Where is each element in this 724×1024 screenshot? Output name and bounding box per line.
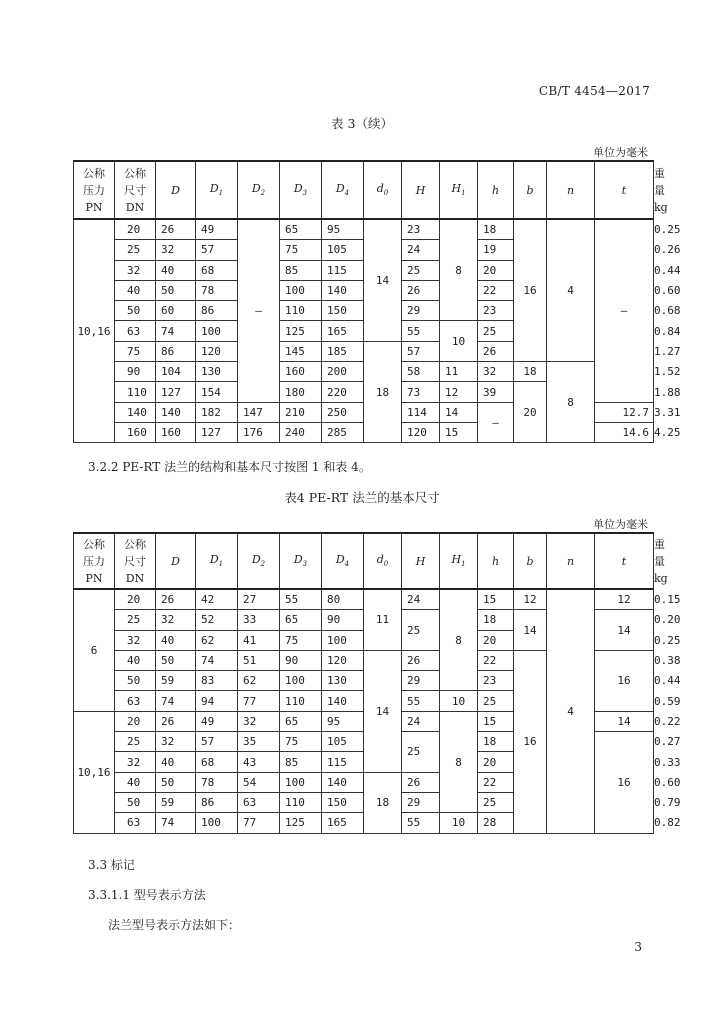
header-D1: $D_1$ bbox=[196, 533, 238, 589]
table-row: 40 50 78 100 140 26 22 0.60 bbox=[74, 280, 654, 300]
table4-caption: 表4 PE-RT 法兰的基本尺寸 bbox=[284, 490, 440, 505]
table4-unit: 单位为毫米 bbox=[593, 518, 648, 531]
cell-h: 26 bbox=[478, 341, 514, 361]
cell-D2: 33 bbox=[238, 610, 280, 630]
cell-D: 26 bbox=[156, 219, 196, 240]
table-row: 10,16 20 26 49 32 65 95 24 8 15 14 0.22 bbox=[74, 711, 654, 731]
header-t: t bbox=[595, 161, 654, 219]
cell-dn: 25 bbox=[115, 610, 156, 630]
table-row: 140 140 182 147 210 250 114 14 — 12.7 3.31 bbox=[74, 402, 654, 422]
cell-dn: 63 bbox=[115, 691, 156, 711]
cell-H: 58 bbox=[402, 362, 440, 382]
cell-D: 40 bbox=[156, 752, 196, 772]
cell-D1: 62 bbox=[196, 630, 238, 650]
table-row: 32 40 68 43 85 115 20 0.33 bbox=[74, 752, 654, 772]
cell-D1: 49 bbox=[196, 219, 238, 240]
header-h: h bbox=[478, 533, 514, 589]
header-H: H bbox=[402, 533, 440, 589]
table-row: 50 59 83 62 100 130 29 23 0.44 bbox=[74, 671, 654, 691]
cell-dn: 110 bbox=[115, 382, 156, 402]
cell-D3: 75 bbox=[280, 630, 322, 650]
cell-dn: 63 bbox=[115, 813, 156, 833]
cell-H1: 10 bbox=[440, 321, 478, 362]
cell-D2: — bbox=[238, 219, 280, 402]
cell-dn: 25 bbox=[115, 240, 156, 260]
cell-D4: 285 bbox=[322, 422, 364, 442]
cell-D3: 160 bbox=[280, 362, 322, 382]
header-h: h bbox=[478, 161, 514, 219]
cell-D1: 120 bbox=[196, 341, 238, 361]
cell-H: 55 bbox=[402, 813, 440, 833]
cell-D2: 43 bbox=[238, 752, 280, 772]
header-D1: $D_1$ bbox=[196, 161, 238, 219]
cell-D3: 125 bbox=[280, 813, 322, 833]
cell-D1: 78 bbox=[196, 280, 238, 300]
cell-h: 22 bbox=[478, 650, 514, 670]
header-b: b bbox=[514, 161, 547, 219]
cell-D: 74 bbox=[156, 813, 196, 833]
cell-D1: 42 bbox=[196, 589, 238, 610]
cell-D2: 32 bbox=[238, 711, 280, 731]
page-number: 3 bbox=[634, 940, 642, 954]
cell-D2: 77 bbox=[238, 691, 280, 711]
cell-D3: 75 bbox=[280, 240, 322, 260]
cell-h: 22 bbox=[478, 280, 514, 300]
header-D: D bbox=[156, 161, 196, 219]
cell-H: 55 bbox=[402, 321, 440, 341]
cell-H: 120 bbox=[402, 422, 440, 442]
cell-D: 32 bbox=[156, 610, 196, 630]
header-pn: 公称 压力 PN bbox=[74, 161, 115, 219]
cell-t: 14.6 bbox=[595, 422, 654, 442]
cell-h: 25 bbox=[478, 321, 514, 341]
paragraph-3-3-1-1: 法兰型号表示方法如下： bbox=[108, 918, 241, 932]
section-3-3-heading: 3.3 标记 bbox=[88, 858, 135, 872]
cell-dn: 20 bbox=[115, 219, 156, 240]
cell-D1: 57 bbox=[196, 240, 238, 260]
cell-H1: 8 bbox=[440, 219, 478, 321]
cell-h: 20 bbox=[478, 260, 514, 280]
table3-caption: 表 3（续） bbox=[331, 116, 393, 131]
cell-H: 25 bbox=[402, 732, 440, 773]
cell-H1: 10 bbox=[440, 813, 478, 833]
cell-h: 28 bbox=[478, 813, 514, 833]
cell-h: 32 bbox=[478, 362, 514, 382]
cell-dn: 25 bbox=[115, 732, 156, 752]
header-dn: 公称 尺寸 DN bbox=[115, 533, 156, 589]
table-row: 75 86 120 145 185 18 57 26 1.27 bbox=[74, 341, 654, 361]
cell-D4: 200 bbox=[322, 362, 364, 382]
cell-D: 32 bbox=[156, 240, 196, 260]
cell-t: 16 bbox=[595, 650, 654, 711]
cell-D3: 55 bbox=[280, 589, 322, 610]
cell-D3: 100 bbox=[280, 671, 322, 691]
table-row: 63 74 100 77 125 165 55 10 28 0.82 bbox=[74, 813, 654, 833]
cell-b: 14 bbox=[514, 610, 547, 651]
cell-D2: 147 bbox=[238, 402, 280, 422]
cell-dn: 50 bbox=[115, 792, 156, 812]
cell-dn: 75 bbox=[115, 341, 156, 361]
cell-h: 15 bbox=[478, 589, 514, 610]
cell-D2: 27 bbox=[238, 589, 280, 610]
cell-dn: 40 bbox=[115, 650, 156, 670]
cell-dn: 32 bbox=[115, 630, 156, 650]
cell-H: 26 bbox=[402, 650, 440, 670]
pn-cell: 10,16 bbox=[74, 711, 115, 833]
cell-n: 8 bbox=[547, 362, 595, 443]
cell-H: 114 bbox=[402, 402, 440, 422]
cell-D4: 140 bbox=[322, 772, 364, 792]
cell-H1: 15 bbox=[440, 422, 478, 442]
cell-D4: 120 bbox=[322, 650, 364, 670]
cell-H1: 10 bbox=[440, 691, 478, 711]
cell-D4: 90 bbox=[322, 610, 364, 630]
table-row: 50 60 86 110 150 29 23 0.68 bbox=[74, 301, 654, 321]
header-pn: 公称 压力 PN bbox=[74, 533, 115, 589]
pn-cell: 6 bbox=[74, 589, 115, 711]
cell-h: 20 bbox=[478, 752, 514, 772]
cell-D: 74 bbox=[156, 321, 196, 341]
header-D3: $D_3$ bbox=[280, 161, 322, 219]
header-D4: $D_4$ bbox=[322, 161, 364, 219]
cell-h: 15 bbox=[478, 711, 514, 731]
cell-h: 23 bbox=[478, 301, 514, 321]
cell-D2: 54 bbox=[238, 772, 280, 792]
cell-D2: 41 bbox=[238, 630, 280, 650]
cell-b: 16 bbox=[514, 219, 547, 362]
cell-D3: 65 bbox=[280, 219, 322, 240]
cell-D: 74 bbox=[156, 691, 196, 711]
cell-h: 19 bbox=[478, 240, 514, 260]
cell-D3: 65 bbox=[280, 711, 322, 731]
cell-h: 39 bbox=[478, 382, 514, 402]
cell-H: 73 bbox=[402, 382, 440, 402]
cell-D1: 127 bbox=[196, 422, 238, 442]
cell-H: 57 bbox=[402, 341, 440, 361]
cell-H1: 11 bbox=[440, 362, 478, 382]
cell-H: 29 bbox=[402, 671, 440, 691]
cell-H1: 8 bbox=[440, 711, 478, 812]
header-d0: $d_0$ bbox=[364, 533, 402, 589]
cell-H: 26 bbox=[402, 772, 440, 792]
cell-b: 18 bbox=[514, 362, 547, 382]
cell-h: 25 bbox=[478, 691, 514, 711]
cell-h: 22 bbox=[478, 772, 514, 792]
cell-D1: 68 bbox=[196, 260, 238, 280]
cell-D: 32 bbox=[156, 732, 196, 752]
cell-D2: 35 bbox=[238, 732, 280, 752]
header-D4: $D_4$ bbox=[322, 533, 364, 589]
header-t: t bbox=[595, 533, 654, 589]
table3: 公称 压力 PN 公称 尺寸 DN D $D_1$ $D_2$ $D_3$ $D_4$ $d_0$ H $H_1$ h b n t 重量 kg 10,16 20 26 49 — 65 95 14 23 8 18 16 4 — 0.25 25 32 57 75 105 24 19 0.26 32 40 68 85 115 25 20 0.44 40 50 78 100 140 26 22 0.60 50 60 86 110 150 29 23 0.68 63 74 100 125 165 55 10 25 0.84 75 86 120 145 185 18 57 26 1.27 90 104 130 160 200 58 11 32 18 8 1.52 110 127 154 180 220 73 12 39 20 1.88 140 140 182 147 210 250 114 14 — 12.7 3.31 160 160 127 176 240 285 120 15 14.6 4.25 bbox=[73, 160, 654, 443]
cell-H: 29 bbox=[402, 792, 440, 812]
cell-D1: 100 bbox=[196, 813, 238, 833]
cell-D2: 176 bbox=[238, 422, 280, 442]
cell-D4: 150 bbox=[322, 301, 364, 321]
cell-H: 24 bbox=[402, 240, 440, 260]
cell-H: 26 bbox=[402, 280, 440, 300]
table-row: 25 32 57 75 105 24 19 0.26 bbox=[74, 240, 654, 260]
table-row: 110 127 154 180 220 73 12 39 20 1.88 bbox=[74, 382, 654, 402]
cell-H: 24 bbox=[402, 711, 440, 731]
table-row: 63 74 94 77 110 140 55 10 25 0.59 bbox=[74, 691, 654, 711]
pn-cell: 10,16 bbox=[74, 219, 115, 443]
cell-H1: 12 bbox=[440, 382, 478, 402]
cell-D: 26 bbox=[156, 711, 196, 731]
cell-D3: 100 bbox=[280, 772, 322, 792]
cell-D1: 130 bbox=[196, 362, 238, 382]
cell-D1: 154 bbox=[196, 382, 238, 402]
cell-dn: 40 bbox=[115, 772, 156, 792]
cell-D3: 145 bbox=[280, 341, 322, 361]
table4: 公称 压力 PN 公称 尺寸 DN D $D_1$ $D_2$ $D_3$ $D_4$ $d_0$ H $H_1$ h b n t 重量 kg 6 20 26 42 27 55 80 11 24 8 15 12 4 12 0.15 25 32 52 33 65 90 25 18 14 14 0.20 32 40 62 41 75 100 20 0.25 40 50 74 51 90 120 14 26 22 16 16 0.38 50 59 83 62 100 130 29 23 0.44 63 74 94 77 110 140 55 10 25 0.59 10,16 20 26 49 32 65 95 24 8 15 14 0.22 25 32 57 35 75 105 25 18 16 0.27 32 40 68 43 85 115 20 0.33 40 50 78 54 100 140 18 26 22 0.60 50 59 86 63 110 150 29 25 0.79 63 74 100 77 125 165 55 10 28 0.82 bbox=[73, 532, 654, 834]
header-D: D bbox=[156, 533, 196, 589]
cell-h: 25 bbox=[478, 792, 514, 812]
cell-h: — bbox=[478, 402, 514, 443]
cell-D3: 75 bbox=[280, 732, 322, 752]
cell-b: 12 bbox=[514, 589, 547, 610]
cell-D3: 110 bbox=[280, 301, 322, 321]
cell-D: 50 bbox=[156, 280, 196, 300]
cell-D4: 220 bbox=[322, 382, 364, 402]
cell-H: 29 bbox=[402, 301, 440, 321]
cell-D1: 182 bbox=[196, 402, 238, 422]
cell-d0: 14 bbox=[364, 219, 402, 341]
cell-D3: 100 bbox=[280, 280, 322, 300]
cell-dn: 20 bbox=[115, 589, 156, 610]
cell-D3: 85 bbox=[280, 752, 322, 772]
cell-h: 20 bbox=[478, 630, 514, 650]
cell-t: 16 bbox=[595, 732, 654, 833]
cell-D: 86 bbox=[156, 341, 196, 361]
cell-D3: 110 bbox=[280, 792, 322, 812]
standard-number: CB/T 4454—2017 bbox=[538, 84, 650, 98]
cell-D: 59 bbox=[156, 792, 196, 812]
paragraph-3-2-2: 3.2.2 PE-RT 法兰的结构和基本尺寸按图 1 和表 4。 bbox=[88, 460, 371, 474]
cell-D4: 150 bbox=[322, 792, 364, 812]
cell-D: 59 bbox=[156, 671, 196, 691]
cell-D: 40 bbox=[156, 630, 196, 650]
cell-h: 18 bbox=[478, 732, 514, 752]
cell-D1: 100 bbox=[196, 321, 238, 341]
cell-dn: 32 bbox=[115, 260, 156, 280]
cell-H: 25 bbox=[402, 260, 440, 280]
cell-D3: 85 bbox=[280, 260, 322, 280]
cell-D4: 250 bbox=[322, 402, 364, 422]
cell-D4: 115 bbox=[322, 752, 364, 772]
cell-d0: 11 bbox=[364, 589, 402, 650]
header-H: H bbox=[402, 161, 440, 219]
cell-d0: 18 bbox=[364, 772, 402, 833]
cell-dn: 140 bbox=[115, 402, 156, 422]
cell-h: 18 bbox=[478, 610, 514, 630]
cell-D3: 110 bbox=[280, 691, 322, 711]
cell-dn: 20 bbox=[115, 711, 156, 731]
cell-D3: 90 bbox=[280, 650, 322, 670]
header-d0: $d_0$ bbox=[364, 161, 402, 219]
cell-H: 55 bbox=[402, 691, 440, 711]
cell-h: 23 bbox=[478, 671, 514, 691]
cell-D: 127 bbox=[156, 382, 196, 402]
table-row: 40 50 78 54 100 140 18 26 22 0.60 bbox=[74, 772, 654, 792]
header-dn: 公称 尺寸 DN bbox=[115, 161, 156, 219]
cell-D4: 105 bbox=[322, 732, 364, 752]
cell-D4: 140 bbox=[322, 280, 364, 300]
cell-D: 160 bbox=[156, 422, 196, 442]
cell-D: 104 bbox=[156, 362, 196, 382]
cell-H1: 8 bbox=[440, 589, 478, 691]
cell-d0: 18 bbox=[364, 341, 402, 442]
header-b: b bbox=[514, 533, 547, 589]
table-row: 6 20 26 42 27 55 80 11 24 8 15 12 4 12 0.15 bbox=[74, 589, 654, 610]
section-3-3-1-1-heading: 3.3.1.1 型号表示方法 bbox=[88, 888, 206, 902]
cell-dn: 63 bbox=[115, 321, 156, 341]
cell-D2: 63 bbox=[238, 792, 280, 812]
header-n: n bbox=[547, 533, 595, 589]
cell-dn: 90 bbox=[115, 362, 156, 382]
cell-D3: 125 bbox=[280, 321, 322, 341]
cell-D1: 78 bbox=[196, 772, 238, 792]
cell-n: 4 bbox=[547, 219, 595, 362]
header-D2: $D_2$ bbox=[238, 533, 280, 589]
cell-dn: 50 bbox=[115, 301, 156, 321]
cell-D2: 51 bbox=[238, 650, 280, 670]
cell-dn: 40 bbox=[115, 280, 156, 300]
cell-D1: 49 bbox=[196, 711, 238, 731]
cell-D: 50 bbox=[156, 772, 196, 792]
cell-D3: 240 bbox=[280, 422, 322, 442]
cell-D1: 57 bbox=[196, 732, 238, 752]
cell-b: 16 bbox=[514, 650, 547, 833]
header-H1: $H_1$ bbox=[440, 533, 478, 589]
table-row: 25 32 57 35 75 105 25 18 16 0.27 bbox=[74, 732, 654, 752]
cell-D4: 100 bbox=[322, 630, 364, 650]
cell-b: 20 bbox=[514, 382, 547, 443]
cell-D4: 95 bbox=[322, 711, 364, 731]
cell-D1: 94 bbox=[196, 691, 238, 711]
cell-D3: 180 bbox=[280, 382, 322, 402]
cell-H: 25 bbox=[402, 610, 440, 651]
header-H1: $H_1$ bbox=[440, 161, 478, 219]
cell-D1: 74 bbox=[196, 650, 238, 670]
cell-h: 18 bbox=[478, 219, 514, 240]
table-row: 63 74 100 125 165 55 10 25 0.84 bbox=[74, 321, 654, 341]
table-row: 50 59 86 63 110 150 29 25 0.79 bbox=[74, 792, 654, 812]
cell-D3: 65 bbox=[280, 610, 322, 630]
cell-dn: 32 bbox=[115, 752, 156, 772]
cell-dn: 160 bbox=[115, 422, 156, 442]
cell-D1: 86 bbox=[196, 792, 238, 812]
table-row: 90 104 130 160 200 58 11 32 18 8 1.52 bbox=[74, 362, 654, 382]
cell-D: 60 bbox=[156, 301, 196, 321]
cell-D: 26 bbox=[156, 589, 196, 610]
cell-D: 50 bbox=[156, 650, 196, 670]
table-row: 25 32 52 33 65 90 25 18 14 14 0.20 bbox=[74, 610, 654, 630]
table-row: 32 40 68 85 115 25 20 0.44 bbox=[74, 260, 654, 280]
cell-D2: 62 bbox=[238, 671, 280, 691]
cell-d0: 14 bbox=[364, 650, 402, 772]
cell-D4: 80 bbox=[322, 589, 364, 610]
table-row: 10,16 20 26 49 — 65 95 14 23 8 18 16 4 — 0.25 bbox=[74, 219, 654, 240]
cell-D4: 130 bbox=[322, 671, 364, 691]
cell-D: 40 bbox=[156, 260, 196, 280]
cell-D2: 77 bbox=[238, 813, 280, 833]
cell-D4: 140 bbox=[322, 691, 364, 711]
cell-D1: 86 bbox=[196, 301, 238, 321]
header-D2: $D_2$ bbox=[238, 161, 280, 219]
cell-H1: 14 bbox=[440, 402, 478, 422]
cell-t: 14 bbox=[595, 610, 654, 651]
table-row: 160 160 127 176 240 285 120 15 14.6 4.25 bbox=[74, 422, 654, 442]
table3-unit: 单位为毫米 bbox=[593, 146, 648, 159]
cell-D4: 185 bbox=[322, 341, 364, 361]
cell-n: 4 bbox=[547, 589, 595, 833]
cell-H: 24 bbox=[402, 589, 440, 610]
cell-t: 12.7 bbox=[595, 402, 654, 422]
cell-D4: 165 bbox=[322, 321, 364, 341]
cell-D1: 68 bbox=[196, 752, 238, 772]
header-D3: $D_3$ bbox=[280, 533, 322, 589]
cell-H: 23 bbox=[402, 219, 440, 240]
table-row: 40 50 74 51 90 120 14 26 22 16 16 0.38 bbox=[74, 650, 654, 670]
cell-D4: 165 bbox=[322, 813, 364, 833]
cell-D1: 83 bbox=[196, 671, 238, 691]
cell-D4: 95 bbox=[322, 219, 364, 240]
cell-t: 14 bbox=[595, 711, 654, 731]
header-n: n bbox=[547, 161, 595, 219]
cell-D4: 115 bbox=[322, 260, 364, 280]
cell-dn: 50 bbox=[115, 671, 156, 691]
cell-D1: 52 bbox=[196, 610, 238, 630]
cell-t: — bbox=[595, 219, 654, 402]
cell-D3: 210 bbox=[280, 402, 322, 422]
cell-D4: 105 bbox=[322, 240, 364, 260]
table-row: 32 40 62 41 75 100 20 0.25 bbox=[74, 630, 654, 650]
cell-D: 140 bbox=[156, 402, 196, 422]
cell-t: 12 bbox=[595, 589, 654, 610]
